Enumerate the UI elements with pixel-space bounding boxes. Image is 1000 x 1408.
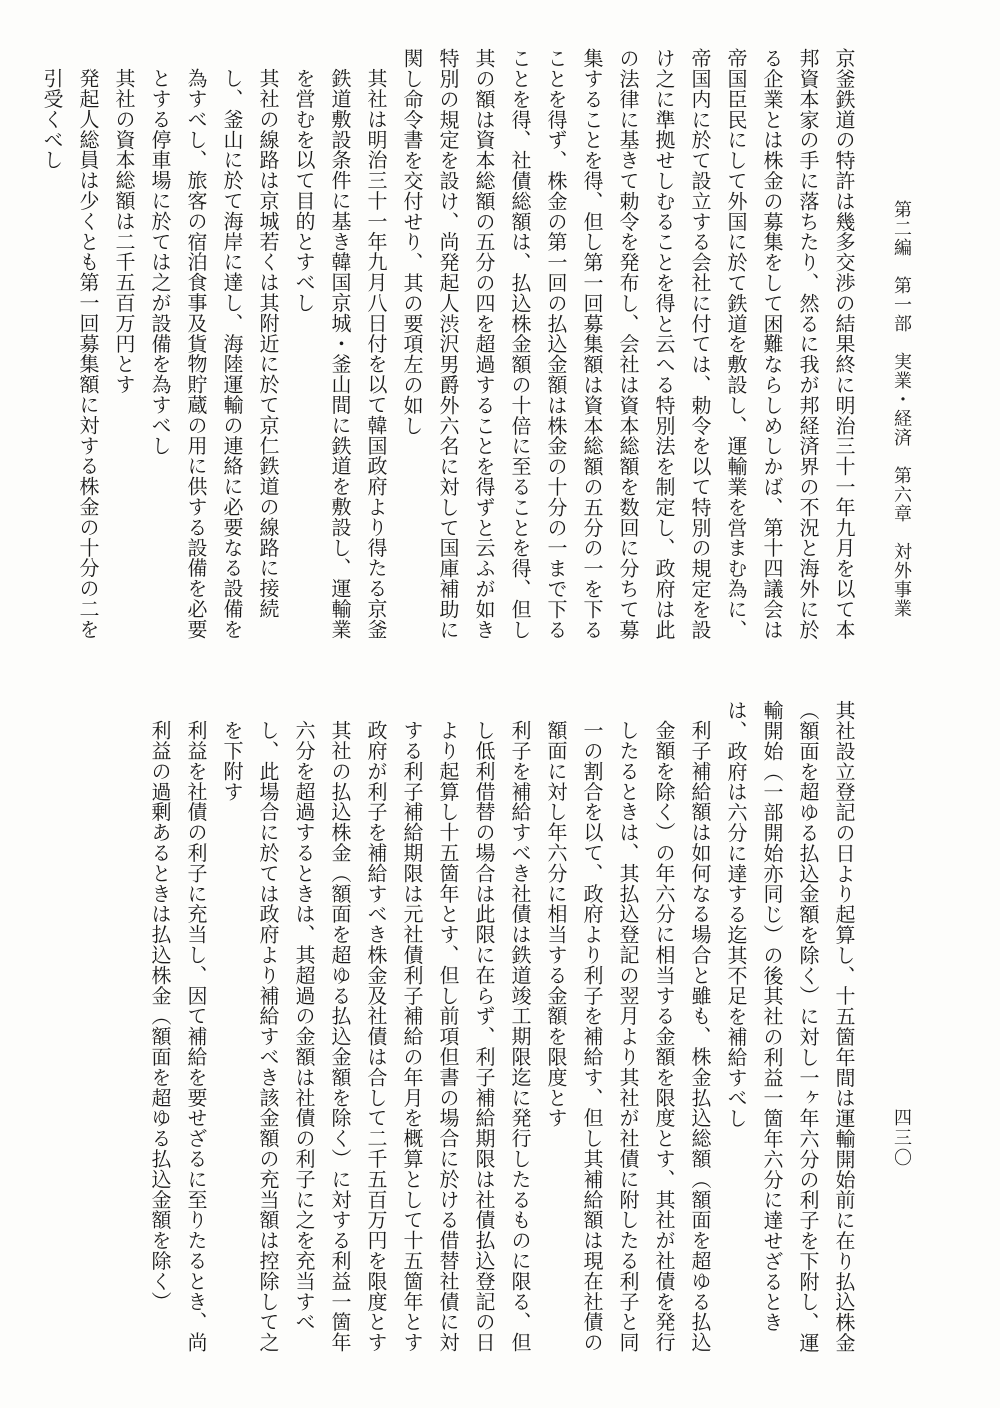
paragraph: 京釜鉄道の特許は幾多交渉の結果終に明治三十一年九月を以て本邦資本家の手に落ちたり、然るに我が邦経済界の不況と海外に於る企業とは株金の募集をして困難ならしめしかば、第十四議会は帝国臣民にして外国に於て鉄道を敷設し、運輸業を営まむ為に、帝国内に於て設立する会社に付ては、勅令を以て特別の規定を設け之に準拠せしむることを得と云へる特別法を制定し、政府は此の法律に基きて勅令を発布し、会社は資本総額を数回に分ちて募集することを得、但し第一回募集額は資本総額の五分の一を下ることを得ず、株金の第一回の払込金額は株金の十分の一まで下ることを得、社債総額は、払込株金額の十倍に至ることを得、但し其の額は資本総額の五分の四を超過することを得ずと云ふが如き特別の規定を設け、尚発起人渋沢男爵外六名に対して国庫補助に関し命令書を交付せり、其の要項左の如し xyxy=(400,48,856,640)
paragraph: 利子補給額は如何なる場合と雖も、株金払込総額（額面を超ゆる払込金額を除く）の年六分に相当する金額を限度とす、其社が社債を発行したるときは、其払込登記の翌月より其社が社債に附したる利子と同一の割合を以て、政府より利子を補給す、但し其補給額は現在社債の額面に対し年六分に相当する金額を限度とす xyxy=(544,720,712,1353)
paragraph: 其社は明治三十一年九月八日付を以て韓国政府より得たる京釜鉄道敷設条件に基き韓国京城・釜山間に鉄道を敷設し、運輸業を営むを以て目的とすべし xyxy=(292,68,388,640)
text-block-bottom xyxy=(102,700,862,1360)
paragraph: 其社の線路は京城若くは其附近に於て京仁鉄道の線路に接続し、釜山に於て海岸に達し、海陸運輸の連絡に必要なる設備を為すべし、旅客の宿泊食事及貨物貯蔵の用に供する設備を必要とする停車場に於ては之が設備を為すべし xyxy=(148,68,280,640)
running-header: 第二編 第一部 実業・経済 第六章 対外事業 xyxy=(891,200,912,618)
paragraph: 政府が利子を補給すべき株金及社債は合して二千五百万円を限度とす xyxy=(364,720,388,1353)
paragraph: 利益を社債の利子に充当し、因て補給を要せざるに至りたるとき、尚利益の過剰あるときは払込株金（額面を超ゆる払込金額を除く） xyxy=(148,720,208,1353)
paragraph: 其社設立登記の日より起算し、十五箇年間は運輸開始前に在り払込株金（額面を超ゆる払込金額を除く）に対し一ヶ年六分の利子を下附し、運輸開始（一部開始亦同じ）の後其社の利益一箇年六分に達せざるときは、政府は六分に達する迄其不足を補給すべし xyxy=(724,700,856,1353)
page-number: 四三〇 xyxy=(891,1108,912,1168)
paragraph: 其社の資本総額は二千五百万円とす xyxy=(112,68,136,395)
paragraph: 発起人総員は少くとも第一回募集額に対する株金の十分の二を引受くべし xyxy=(40,68,100,640)
paragraph: 其社の払込株金（額面を超ゆる払込金額を除く）に対する利益一箇年六分を超過するときは、其超過の金額は社債の利子に之を充当すべし、此場合に於ては政府より補給すべき該金額の充当額は控除して之を下附す xyxy=(220,720,352,1353)
paragraph: 利子を補給すべき社債は鉄道竣工期限迄に発行したるものに限る、但し低利借替の場合は此限に在らず、利子補給期限は社債払込登記の日より起算し十五箇年とす、但し前項但書の場合に於ける借替社債に対する利子補給期限は元社債利子補給の年月を概算として十五箇年とす xyxy=(400,720,532,1353)
text-block-top xyxy=(40,48,862,648)
